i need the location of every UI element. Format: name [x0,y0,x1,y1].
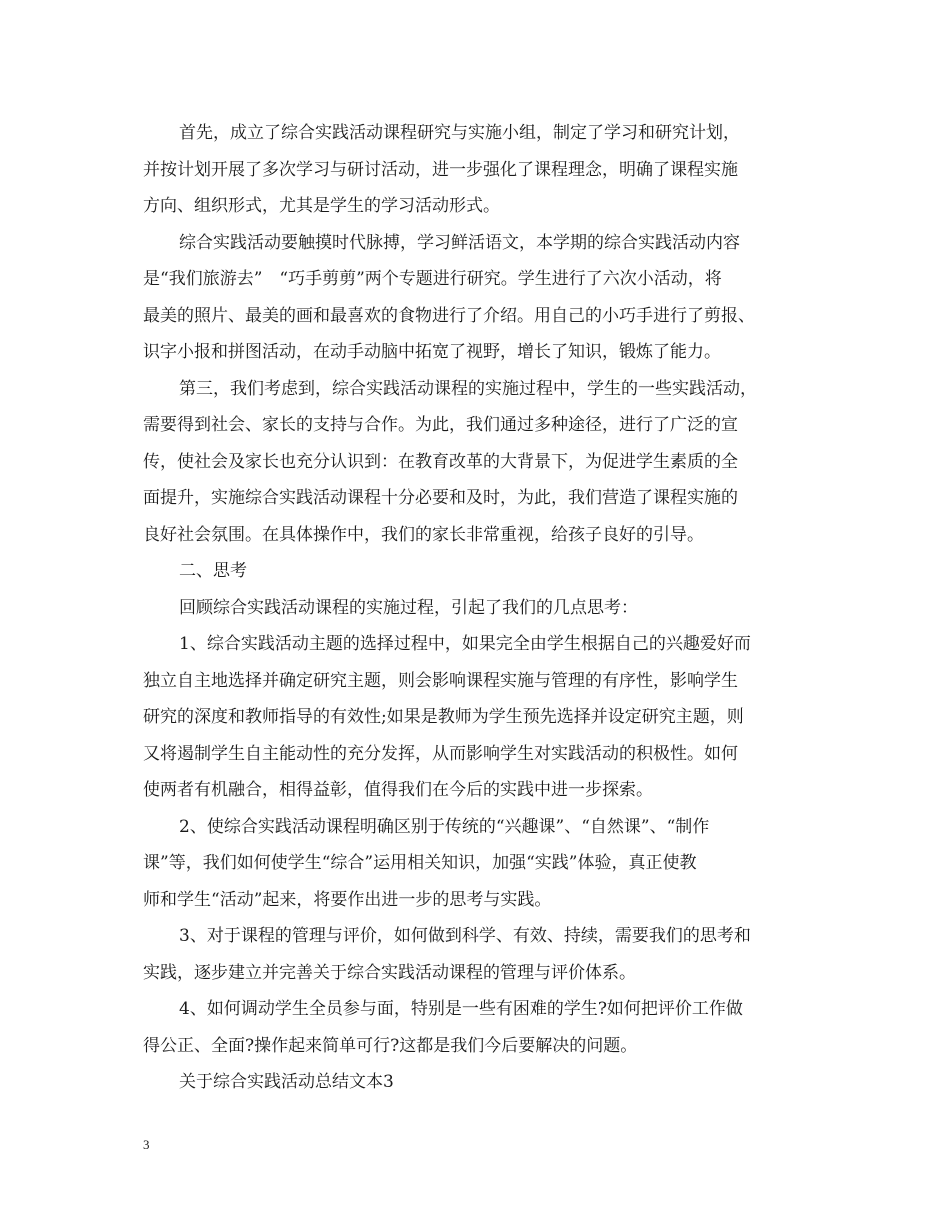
paragraph-line: 并按计划开展了多次学习与研讨活动，进一步强化了课程理念，明确了课程实施 [143,159,738,180]
paragraph-line: 又将遏制学生自主能动性的充分发挥，从而影响学生对实践活动的积极性。如何 [143,743,738,764]
paragraph-line: 3、对于课程的管理与评价，如何做到科学、有效、持续，需要我们的思考和 [179,926,751,946]
paragraph-line: 使两者有机融合，相得益彰，值得我们在今后的实践中进一步探索。 [143,780,653,800]
paragraph-line: 2、使综合实践活动课程明确区别于传统的“兴趣课”、“自然课”、“制作 [179,816,710,837]
body-text [143,115,811,1101]
paragraph-line: 识字小报和拼图活动，在动手动脑中拓宽了视野，增长了知识，锻炼了能力。 [143,342,721,362]
paragraph-line: 师和学生“活动”起来，将要作出进一步的思考与实践。 [143,889,552,910]
paragraph-line: 综合实践活动要触摸时代脉搏，学习鲜活语文，本学期的综合实践活动内容 [179,232,740,253]
paragraph-line: 方向、组织形式，尤其是学生的学习活动形式。 [143,196,500,216]
paragraph-line: 研究的深度和教师指导的有效性;如果是教师为学生预先选择并设定研究主题，则 [143,707,744,727]
section-title: 关于综合实践活动总结文本3 [179,1072,394,1092]
page-number: 3 [143,1137,150,1152]
paragraph-line: 独立自主地选择并确定研究主题，则会影响课程实施与管理的有序性，影响学生 [143,670,738,691]
paragraph-line: 面提升，实施综合实践活动课程十分必要和及时，为此，我们营造了课程实施的 [143,488,738,508]
paragraph-line: 课”等，我们如何使学生“综合”运用相关知识，加强“实践”体验，真正使教 [143,853,697,873]
paragraph-line: 回顾综合实践活动课程的实施过程，引起了我们的几点思考： [179,597,638,618]
paragraph-line: 是“我们旅游去” “巧手剪剪”两个专题进行研究。学生进行了六次小活动，将 [143,269,722,289]
paragraph-line: 4、如何调动学生全员参与面，特别是一些有困难的学生?如何把评价工作做 [179,999,743,1019]
paragraph-line: 得公正、全面?操作起来简单可行?这都是我们今后要解决的问题。 [143,1035,638,1056]
paragraph-line: 最美的照片、最美的画和最喜欢的食物进行了介绍。用自己的小巧手进行了剪报、 [143,305,755,326]
paragraph-line: 需要得到社会、家长的支持与合作。为此，我们通过多种途径，进行了广泛的宣 [143,415,738,435]
paragraph-line: 第三，我们考虑到，综合实践活动课程的实施过程中，学生的一些实践活动， [179,378,757,399]
section-heading: 二、思考 [179,561,247,581]
paragraph-line: 首先，成立了综合实践活动课程研究与实施小组，制定了学习和研究计划， [179,123,740,143]
paragraph-line: 实践，逐步建立并完善关于综合实践活动课程的管理与评价体系。 [143,962,636,983]
paragraph-line: 1、综合实践活动主题的选择过程中，如果完全由学生根据自己的兴趣爱好而 [179,634,751,654]
paragraph-line: 传，使社会及家长也充分认识到：在教育改革的大背景下，为促进学生素质的全 [143,451,738,472]
paragraph-line: 良好社会氛围。在具体操作中，我们的家长非常重视，给孩子良好的引导。 [143,524,704,545]
